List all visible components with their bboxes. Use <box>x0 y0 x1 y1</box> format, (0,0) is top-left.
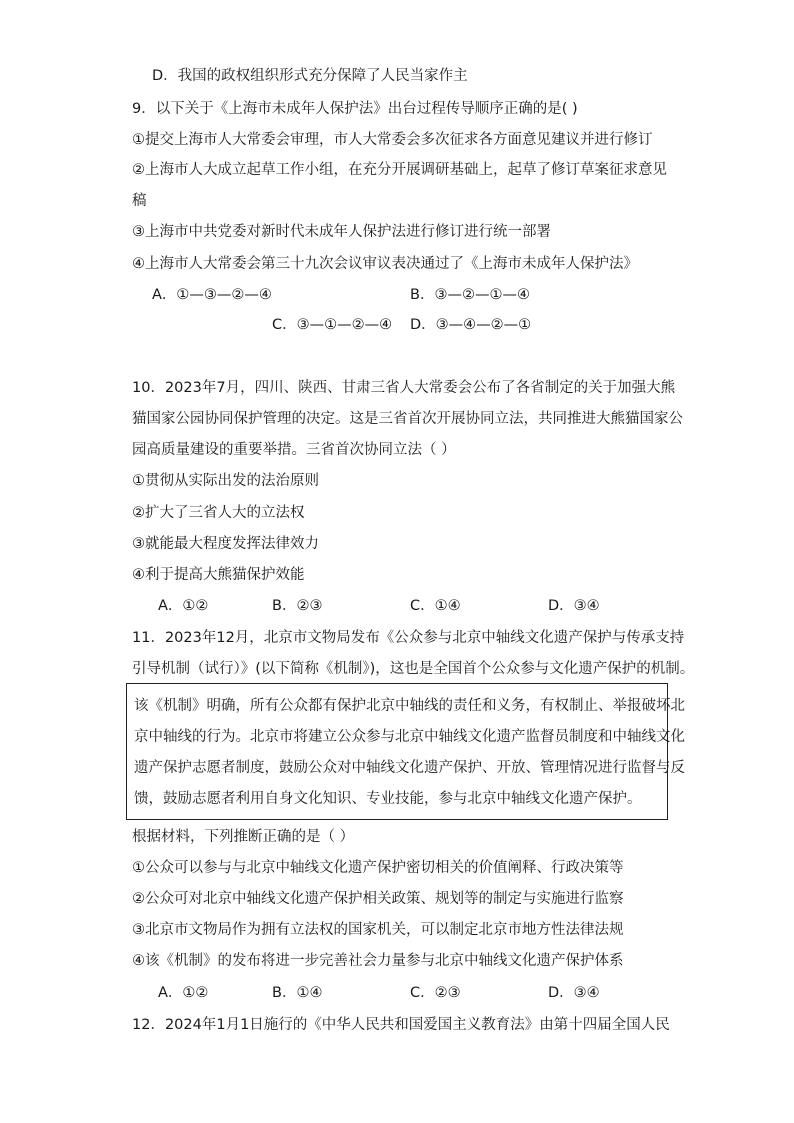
q8-option-d: D．我国的政权组织形式充分保障了人民当家作主 <box>152 68 468 84</box>
q10-item-3: ③就能最大程度发挥法律效力 <box>132 536 319 552</box>
q11-item-2: ②公众可对北京中轴线文化遗产保护相关政策、规划等的制定与实施进行监察 <box>132 891 624 907</box>
q11-material-line-4: 馈，鼓励志愿者利用自身文化知识、专业技能，参与北京中轴线文化遗产保护。 <box>134 791 642 807</box>
q11-stem-1: 11．2023年12月，北京市文物局发布《公众参与北京中轴线文化遗产保护与传承支持 <box>132 630 685 646</box>
q11-material-line-2: 京中轴线的行为。北京市将建立公众参与北京中轴线文化遗产监督员制度和中轴线文化 <box>134 729 685 745</box>
q9-option-c: C．③—①—②—④ <box>272 317 393 333</box>
q10-item-2: ②扩大了三省人大的立法权 <box>132 505 305 521</box>
q9-option-d: D．③—④—②—① <box>410 317 532 333</box>
q9-stem: 9．以下关于《上海市未成年人保护法》出台过程传导顺序正确的是( ) <box>132 101 578 117</box>
q10-stem-3: 园高质量建设的重要举措。三省首次协同立法（ ） <box>132 442 456 458</box>
q9-option-b: B．③—②—①—④ <box>410 287 530 303</box>
q11-question: 根据材料，下列推断正确的是（ ） <box>132 829 355 845</box>
q9-item-1: ①提交上海市人大常委会审理，市人大常委会多次征求各方面意见建议并进行修订 <box>132 132 653 148</box>
q11-option-a: A．①② <box>158 985 209 1001</box>
q11-item-1: ①公众可以参与与北京中轴线文化遗产保护密切相关的价值阐释、行政决策等 <box>132 860 624 876</box>
q12-stem: 12．2024年1月1日施行的《中华人民共和国爱国主义教育法》由第十四届全国人民 <box>132 1017 670 1033</box>
q11-material-line-1: 该《机制》明确，所有公众都有保护北京中轴线的责任和义务，有权制止、举报破坏北 <box>134 698 685 714</box>
q11-material-box <box>126 683 685 820</box>
q11-item-4: ④该《机制》的发布将进一步完善社会力量参与北京中轴线文化遗产保护体系 <box>132 953 624 969</box>
q10-option-d: D．③④ <box>548 598 600 614</box>
q9-item-2-cont: 稿 <box>132 193 147 209</box>
q9-item-4: ④上海市人大常委会第三十九次会议审议表决通过了《上海市未成年人保护法》 <box>132 256 638 272</box>
q10-item-4: ④利于提高大熊猫保护效能 <box>132 567 305 583</box>
q10-stem-1: 10．2023年7月，四川、陕西、甘肃三省人大常委会公布了各省制定的关于加强大熊 <box>132 380 676 396</box>
q11-option-d: D．③④ <box>548 985 600 1001</box>
q11-material-line-3: 遗产保护志愿者制度，鼓励公众对中轴线文化遗产保护、开放、管理情况进行监督与反 <box>134 760 685 776</box>
q10-stem-2: 猫国家公园协同保护管理的决定。这是三省首次开展协同立法，共同推进大熊猫国家公 <box>132 411 683 427</box>
q10-option-c: C．①④ <box>410 598 461 614</box>
q11-stem-2: 引导机制（试行）》(以下简称《机制》)，这也是全国首个公众参与文化遗产保护的机制。 <box>132 661 695 677</box>
q9-item-3: ③上海市中共党委对新时代未成年人保护法进行修订进行统一部署 <box>132 224 551 240</box>
q11-item-3: ③北京市文物局作为拥有立法权的国家机关，可以制定北京市地方性法律法规 <box>132 922 624 938</box>
q10-option-b: B．②③ <box>272 598 323 614</box>
q11-option-b: B．①④ <box>272 985 323 1001</box>
q9-item-2: ②上海市人大成立起草工作小组，在充分开展调研基础上，起草了修订草案征求意见 <box>132 162 667 178</box>
q10-item-1: ①贯彻从实际出发的法治原则 <box>132 473 319 489</box>
q11-option-c: C．②③ <box>410 985 461 1001</box>
q9-option-a: A．①—③—②—④ <box>152 287 272 303</box>
q10-option-a: A．①② <box>158 598 209 614</box>
